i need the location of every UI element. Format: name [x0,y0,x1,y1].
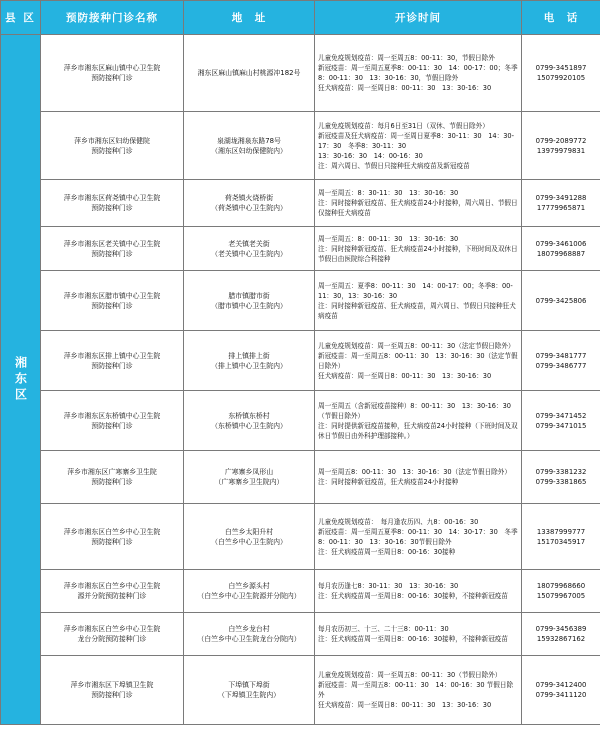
header-row [1,1,600,35]
clinic-phone: 0799-3481777 0799-3486777 [522,331,600,391]
clinic-hours: 周一至周五：8：30-11：30 13：30-16：30 注：同时接种新冠疫苗、狂犬病疫苗24小时接种，周六周日、节假日仅接种狂犬病疫苗 [315,180,522,227]
clinic-address: 湘东区麻山镇麻山村桃源冲182号 [184,35,315,112]
table-row [1,180,600,227]
clinic-phone: 0799-3425806 [522,271,600,331]
clinic-phone: 18079968660 15079967005 [522,570,600,613]
clinic-address: 广寒寨乡凤形山 （广寒寨乡卫生院内） [184,451,315,504]
clinic-hours: 周一至周五：夏季8：00-11：30 14：00-17：00；冬季8：00-11：30，13：30-16：30 注：同时接种新冠疫苗、狂犬病疫苗，周六周日、节假日只接种狂犬病疫苗 [315,271,522,331]
clinic-phone: 0799-3451897 15079920105 [522,35,600,112]
clinic-address: 老关镇老关街 （老关镇中心卫生院内） [184,227,315,271]
table-row [1,227,600,271]
clinic-name: 萍乡市湘东区白竺乡中心卫生院 龙台分院预防接种门诊 [41,613,184,656]
header-phone: 电 话 [522,1,600,35]
clinic-hours: 儿童免疫规划疫苗：周一至周五8：00-11：30，节假日除外 新冠疫苗：周一至周五夏季8：00-11：30 14：00-17：00；冬季8：00-11：30 13：30-16：30，节假日除外 狂犬病疫苗：周一至周日8：00-11：30 13：30-16：30 [315,35,522,112]
table-row [1,451,600,504]
header-address: 地 址 [184,1,315,35]
clinic-name: 萍乡市湘东区白竺乡中心卫生院 源并分院预防接种门诊 [41,570,184,613]
clinic-phone: 0799-3381232 0799-3381865 [522,451,600,504]
clinic-phone: 0799-3491288 17779965871 [522,180,600,227]
clinic-hours: 周一至周五8：00-11：30 13：30-16：30（法定节假日除外） 注：同时接种新冠疫苗，狂犬病疫苗24小时接种 [315,451,522,504]
header-hours: 开诊时间 [315,1,522,35]
clinic-phone: 0799-3412400 0799-3411120 [522,656,600,725]
clinic-name: 萍乡市湘东区老关镇中心卫生院 预防接种门诊 [41,227,184,271]
clinic-hours: 每月农历逢七8：30-11：30 13：30-16：30 注：狂犬病疫苗周一至周日8：00-16：30接种，不接种新冠疫苗 [315,570,522,613]
clinic-phone: 13387999777 15170345917 [522,504,600,570]
clinic-phone: 0799-3461006 18079968887 [522,227,600,271]
clinic-name: 萍乡市湘东区广寒寨乡卫生院 预防接种门诊 [41,451,184,504]
clinic-name: 萍乡市湘东区白竺乡中心卫生院 预防接种门诊 [41,504,184,570]
clinic-name: 萍乡市湘东区荷尧镇中心卫生院 预防接种门诊 [41,180,184,227]
clinic-address: 泉湖垅湘泉东路78号 （湘东区妇幼保健院内） [184,112,315,180]
clinic-name: 萍乡市湘东区麻山镇中心卫生院 预防接种门诊 [41,35,184,112]
clinic-name: 萍乡市湘东区东桥镇中心卫生院 预防接种门诊 [41,391,184,451]
clinic-hours: 儿童免疫规划疫苗： 每月逢农历四、九8：00-16：30 新冠疫苗：周一至周五夏季8：00-11：30 14：30-17：30 冬季8：00-11：30 13：30-16：30节假日除外 注：狂犬病疫苗周一至周日8：00-16：30接种 [315,504,522,570]
clinic-hours: 儿童免疫规划疫苗：周一至周五8：00-11：30（法定节假日除外） 新冠疫苗：周一至周五8：00-11：30 13：30-16：30（法定节假日除外） 狂犬病疫苗：周一至周日8：00-11：30 13：30-16：30 [315,331,522,391]
table-row [1,112,600,180]
clinic-address: 荷尧镇火烧桥街 （荷尧镇中心卫生院内） [184,180,315,227]
clinic-address: 白竺乡龙台村 （白竺乡中心卫生院龙台分院内） [184,613,315,656]
table-row [1,656,600,725]
table-row [1,35,600,112]
clinic-name: 萍乡市湘东区妇幼保健院 预防接种门诊 [41,112,184,180]
clinic-hours: 儿童免疫规划疫苗：每月6日至31日（双休、节假日除外） 新冠疫苗及狂犬病疫苗：周一至周日夏季8：30-11：30 14：30-17：30 冬季8：30-11：30 13：30-16：30 14：00-16：30 注：周六周日、节假日只接种狂犬病疫苗及新冠疫苗 [315,112,522,180]
clinic-address: 排上镇排上街 （排上镇中心卫生院内） [184,331,315,391]
clinic-address: 下埠镇下埠街 （下埠镇卫生院内） [184,656,315,725]
header-county: 县 区 [1,1,41,35]
clinic-phone: 0799-2089772 13979979831 [522,112,600,180]
clinic-hours: 周一至周五：8：00-11：30 13：30-16：30 注：同时接种新冠疫苗、狂犬病疫苗24小时接种，下班时间及双休日节假日由医院综合科接种 [315,227,522,271]
clinic-name: 萍乡市湘东区腊市镇中心卫生院 预防接种门诊 [41,271,184,331]
clinic-hours: 每月农历初三、十三、二十三8：00-11：30 注：狂犬病疫苗周一至周日8：00-16：30接种，不接种新冠疫苗 [315,613,522,656]
table-row [1,331,600,391]
clinic-hours: 周一至周五（含新冠疫苗接种）8：00-11：30 13：30-16：30（节假日除外） 注：同时提供新冠疫苗接种，狂犬病疫苗24小时接种（下班时间及双休日节假日由外科护理部接种。） [315,391,522,451]
clinic-address: 白竺乡太阳升村 （白竺乡中心卫生院内） [184,504,315,570]
clinic-address: 白竺乡源头村 （白竺乡中心卫生院源并分院内） [184,570,315,613]
table-row [1,271,600,331]
clinic-address: 腊市镇腊市街 （腊市镇中心卫生院内） [184,271,315,331]
clinic-address: 东桥镇东桥村 （东桥镇中心卫生院内） [184,391,315,451]
table-row [1,613,600,656]
clinic-name: 萍乡市湘东区排上镇中心卫生院 预防接种门诊 [41,331,184,391]
clinic-phone: 0799-3456389 15932867162 [522,613,600,656]
clinic-phone: 0799-3471452 0799-3471015 [522,391,600,451]
table-row [1,391,600,451]
county-cell: 湘东区 [1,35,41,725]
header-clinic-name: 预防接种门诊名称 [41,1,184,35]
table-row [1,570,600,613]
clinic-hours: 儿童免疫规划疫苗：周一至周五8：00-11：30（节假日除外） 新冠疫苗：周一至周五8：00-11：30 14：00-16：30 节假日除外 狂犬病疫苗：周一至周日8：00-11：30 13：30-16：30 [315,656,522,725]
table-row [1,504,600,570]
clinic-name: 萍乡市湘东区下埠镇卫生院 预防接种门诊 [41,656,184,725]
